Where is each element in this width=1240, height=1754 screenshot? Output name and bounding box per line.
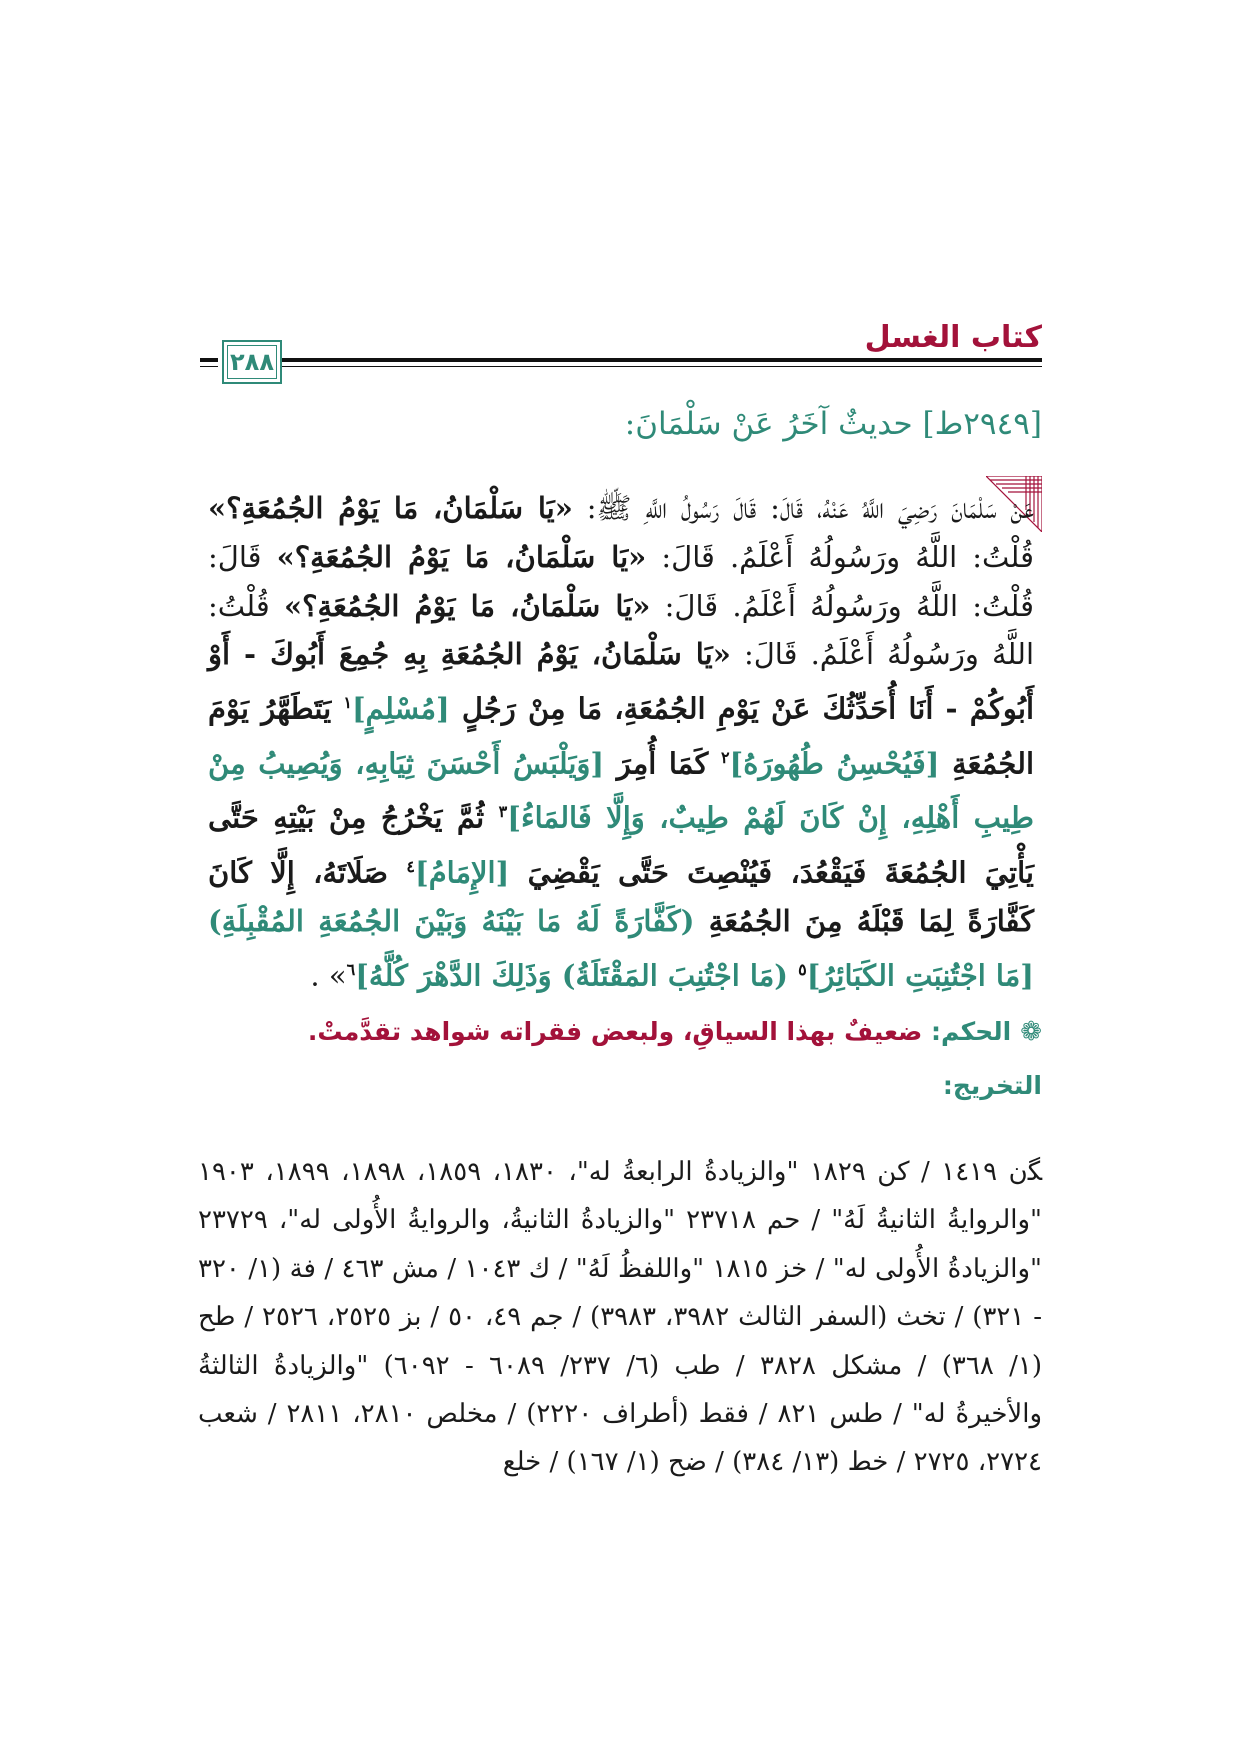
page-header	[200, 318, 1042, 388]
variant: (مَا اجْتُنِبَ المَقْتَلَةُ)	[561, 958, 788, 993]
footnote-marker: ٣	[498, 802, 508, 822]
prophet-speech: يَتَطَهَّرُ يَوْمَ الجُمُعَةِ	[208, 691, 1034, 781]
page-number-box	[222, 340, 282, 384]
prophet-speech: ثُمَّ يَخْرُجُ مِنْ بَيْتِهِ حَتَّى يَأْتِيَ الجُمُعَةَ فَيَقْعُدَ، فَيُنْصِتَ حَتَّى يَقْضِيَ	[208, 800, 1035, 890]
header-rule	[252, 366, 1042, 367]
ruling-text: ضعيفٌ بهذا السياقِ، ولبعض فقراته شواهد تقدَّمتْ.	[307, 1017, 923, 1046]
addition: [وَيَلْبَسُ أَحْسَنَ ثِيَابِهِ، وَيُصِيبُ مِنْ طِيبِ أَهْلِهِ، إِنْ كَانَ لَهُمْ طِيبٌ، وَإِلَّا فَالمَاءُ]	[208, 746, 1034, 835]
footnote-marker: ٦	[346, 959, 356, 979]
hadith-heading: [٢٩٤٩ط] حديثٌ آخَرُ عَنْ سَلْمَانَ:	[624, 406, 1042, 442]
header-rule	[200, 366, 218, 367]
prophet-speech: «يَا سَلْمَانُ، مَا يَوْمُ الجُمُعَةِ؟»	[276, 539, 647, 574]
footnote-marker: ١	[343, 693, 352, 713]
takhrij-text: ﮕن ١٤١٩ / كن ١٨٢٩ "والزيادةُ الرابعةُ له"، ١٨٣٠، ١٨٥٩، ١٨٩٨، ١٨٩٩، ١٩٠٣ "والروايةُ الثانيةُ لَهُ" / حم ٢٣٧١٨ "والزيادةُ الثانيةُ، والروايةُ الأُولى له"، ٢٣٧٢٩ "والزيادةُ الأُولى له" / خز ١٨١٥ "واللفظُ لَهُ" / ك ١٠٤٣ / مش ٤٦٣ / فة (١/ ٣٢٠ - ٣٢١) / تخث (السفر الثالث ٣٩٨٢، ٣٩٨٣) / جم ٤٩، ٥٠ / بز ٢٥٢٥، ٢٥٢٦ / طح (١/ ٣٦٨) / مشكل ٣٨٢٨ / طب (٦/ ٢٣٧/ ٦٠٨٩ - ٦٠٩٢) "والزيادةُ الثالثةُ والأخيرةُ له" / طس ٨٢١ / فقط (أطراف ٢٢٢٠) / مخلص ٢٨١٠، ٢٨١١ / شعب ٢٧٢٤، ٢٧٢٥ / خط (١٣/ ٣٨٤) / ضح (١/ ١٦٧) / خلع	[198, 1157, 1043, 1478]
addition: [الإِمَامُ]	[414, 855, 510, 890]
prophet-speech: «يَا سَلْمَانُ، يَوْمُ الجُمُعَةِ بِهِ جُمِعَ أَبُوكَ - أَوْ أَبُوكُمْ - أَنَا أُحَدِّثُكَ عَنْ يَوْمِ الجُمُعَةِ، مَا مِنْ رَجُلٍ	[208, 637, 1034, 726]
running-title: كتاب الغسل	[864, 320, 1042, 355]
hadith-text	[208, 484, 1034, 1000]
prophet-speech: «يَا سَلْمَانُ، مَا يَوْمُ الجُمُعَةِ؟»	[283, 588, 651, 623]
addition: [فَيُحْسِنُ طُهُورَهُ]	[729, 746, 940, 781]
header-rule	[200, 358, 218, 362]
prophet-speech: «يَا سَلْمَانُ، مَا يَوْمُ الجُمُعَةِ؟»	[208, 491, 573, 525]
ruling	[198, 1012, 1042, 1052]
hadith-narration: قُلْتُ: اللَّهُ ورَسُولُهُ أَعْلَمُ. قَالَ:	[208, 588, 1034, 672]
ruling-label: الحكم:	[931, 1017, 1012, 1046]
prophet-speech: صَلَاتَهُ، إِلَّا كَانَ كَفَّارَةً لِمَا قَبْلَهُ مِنَ الجُمُعَةِ	[208, 855, 1035, 938]
addition: وَذَلِكَ الدَّهْرَ كُلَّهُ]	[355, 958, 552, 993]
prophet-speech	[788, 958, 798, 992]
addition: [مَا اجْتُنِبَتِ الكَبَائِرُ]	[806, 958, 1034, 993]
prophet-speech: كَمَا أُمِرَ	[604, 746, 721, 781]
hadith-narration: عَنْ سَلْمَانَ رَضِيَ اللَّهُ عَنْهُ، قَالَ: قَالَ رَسُولُ اللَّهِ ﷺ:	[572, 491, 1034, 525]
header-rule	[252, 358, 1042, 362]
footnote-marker: ٤	[406, 856, 415, 876]
footnote-marker: ٥	[798, 959, 807, 979]
hadith-narration: قَالَ: قُلْتُ: اللَّهُ ورَسُولُهُ أَعْلَمُ. قَالَ:	[208, 539, 1034, 623]
takhrij-heading: التخريج:	[942, 1071, 1042, 1100]
flower-ornament-icon: ❁	[1011, 1017, 1042, 1047]
footnote-marker: ٢	[720, 747, 730, 767]
addition: [مُسْلِمٍ]	[351, 691, 450, 726]
hadith-narration: » .	[310, 958, 347, 993]
page-number: ٢٨٨	[230, 348, 274, 376]
hadith-narration: قُلْتُ: اللَّهُ ورَسُولُهُ أَعْلَمُ. قَالَ:	[646, 539, 1034, 574]
prophet-speech	[552, 958, 562, 992]
variant: (كَفَّارَةً لَهُ مَا بَيْنَهُ وَبَيْنَ الجُمُعَةِ المُقْبِلَةِ)	[208, 904, 695, 938]
